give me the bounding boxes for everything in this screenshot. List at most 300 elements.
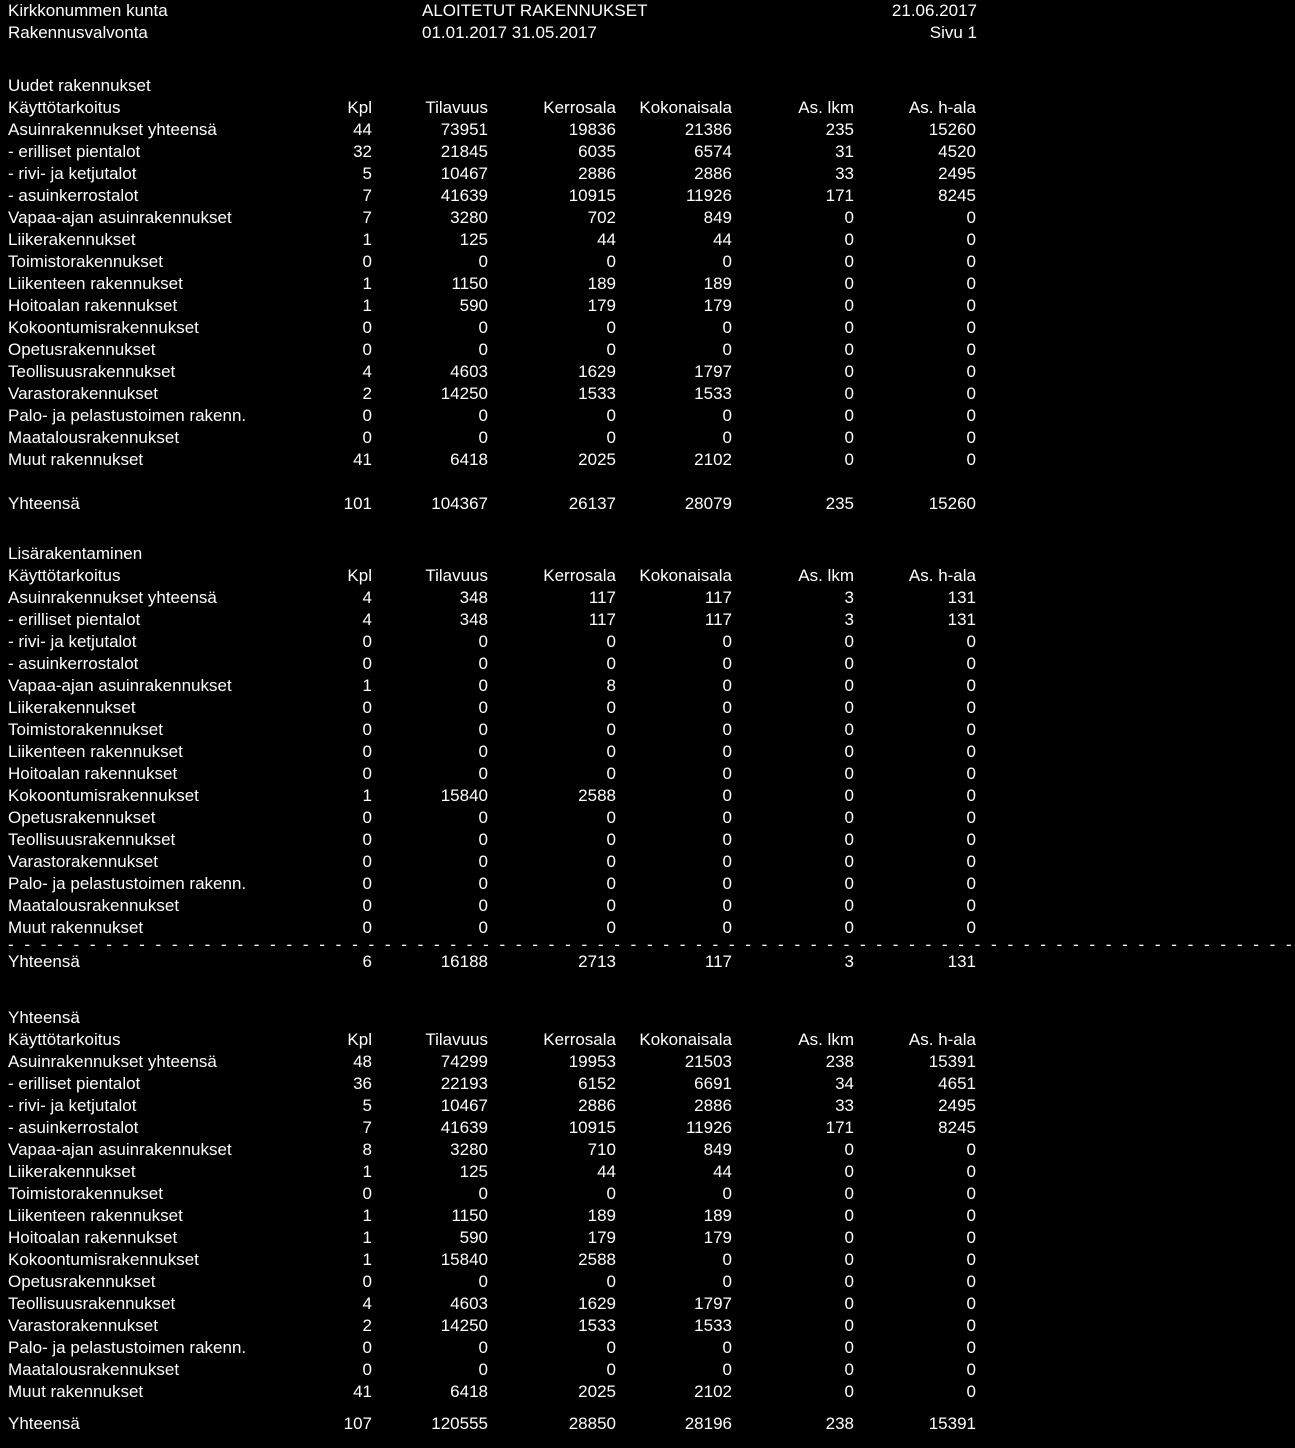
table-row	[0, 207, 1024, 229]
cell-volume: 590	[459, 296, 488, 315]
cell-count: 0	[362, 720, 372, 739]
cell-purpose: Muut rakennukset	[8, 1382, 144, 1401]
cell-purpose: Liikenteen rakennukset	[8, 274, 183, 293]
table-row	[0, 295, 1024, 317]
col-header-dwelling-area: As. h-ala	[908, 1030, 976, 1049]
cell-purpose: Asuinrakennukset yhteensä	[8, 588, 217, 607]
cell-volume: 0	[478, 1360, 488, 1379]
cell-dwellings: 0	[844, 1360, 854, 1379]
table-row	[0, 763, 1024, 785]
cell-dwelling-area: 0	[966, 1338, 976, 1357]
cell-total-area: 0	[722, 786, 732, 805]
cell-volume: 4603	[450, 1294, 488, 1313]
cell-dwellings: 0	[844, 1228, 854, 1247]
cell-dwelling-area: 0	[966, 428, 976, 447]
section-title: Lisärakentaminen	[8, 544, 143, 563]
cell-count: 2	[362, 1316, 372, 1335]
cell-dwellings: 0	[844, 362, 854, 381]
cell-volume: 0	[478, 830, 488, 849]
cell-purpose: - asuinkerrostalot	[8, 1118, 139, 1137]
cell-dwelling-area: 0	[966, 208, 976, 227]
cell-dwelling-area: 4520	[938, 142, 976, 161]
cell-purpose: Vapaa-ajan asuinrakennukset	[8, 676, 232, 695]
cell-volume: 15840	[440, 1250, 488, 1269]
cell-total-area: 0	[722, 764, 732, 783]
cell-count: 4	[362, 610, 372, 629]
cell-floor-area: 0	[606, 252, 616, 271]
table-row	[0, 609, 1024, 631]
cell-count: 41	[353, 450, 372, 469]
cell-count: 0	[362, 852, 372, 871]
cell-floor-area: 8	[606, 676, 616, 695]
cell-dwelling-area: 0	[966, 764, 976, 783]
cell-purpose: Liikerakennukset	[8, 230, 136, 249]
cell-dwellings: 0	[844, 918, 854, 937]
cell-purpose: - rivi- ja ketjutalot	[8, 1096, 137, 1115]
cell-count: 4	[362, 1294, 372, 1313]
cell-floor-area: 0	[606, 1184, 616, 1203]
cell-total-area: 117	[704, 610, 732, 629]
cell-count: 4	[362, 362, 372, 381]
table-row	[0, 185, 1024, 207]
cell-volume: 590	[459, 1228, 488, 1247]
cell-floor-area: 1629	[578, 362, 616, 381]
cell-floor-area: 0	[606, 874, 616, 893]
cell-dwellings: 0	[844, 1206, 854, 1225]
cell-count: 0	[362, 1272, 372, 1291]
section-title: Uudet rakennukset	[8, 76, 151, 95]
cell-dwellings: 3	[844, 588, 854, 607]
table-row	[0, 675, 1024, 697]
cell-dwelling-area: 0	[966, 1206, 976, 1225]
cell-floor-area: 2713	[578, 952, 616, 971]
col-header-purpose: Käyttötarkoitus	[8, 1030, 121, 1049]
table-row	[0, 1271, 1024, 1293]
cell-floor-area: 10915	[568, 1118, 616, 1137]
cell-volume: 0	[478, 852, 488, 871]
cell-volume: 15840	[440, 786, 488, 805]
cell-count: 0	[362, 318, 372, 337]
cell-volume: 0	[478, 318, 488, 337]
cell-purpose: Opetusrakennukset	[8, 808, 156, 827]
col-header-dwellings: As. lkm	[798, 1030, 854, 1049]
cell-total-area: 0	[722, 676, 732, 695]
cell-dwelling-area: 0	[966, 296, 976, 315]
col-header-floor-area: Kerrosala	[543, 566, 616, 585]
table-row	[0, 361, 1024, 383]
cell-floor-area: 0	[606, 896, 616, 915]
cell-total-area: 2102	[694, 1382, 732, 1401]
col-header-count: Kpl	[347, 1030, 372, 1049]
cell-total-area: 21386	[684, 120, 732, 139]
cell-total-area: 849	[703, 1140, 732, 1159]
cell-volume: 73951	[440, 120, 488, 139]
page-number: Sivu 1	[929, 23, 977, 42]
cell-dwelling-area: 0	[966, 698, 976, 717]
col-header-purpose: Käyttötarkoitus	[8, 566, 121, 585]
cell-dwellings: 0	[844, 632, 854, 651]
cell-total-area: 0	[722, 632, 732, 651]
cell-floor-area: 44	[597, 230, 616, 249]
cell-total-area: 28079	[684, 494, 732, 513]
cell-purpose: - rivi- ja ketjutalot	[8, 164, 137, 183]
table-row	[0, 229, 1024, 251]
cell-purpose: Maatalousrakennukset	[8, 896, 180, 915]
cell-count: 1	[362, 1228, 372, 1247]
cell-purpose: - rivi- ja ketjutalot	[8, 632, 137, 651]
cell-total-area: 0	[722, 874, 732, 893]
cell-volume: 74299	[440, 1052, 488, 1071]
cell-total-area: 0	[722, 1250, 732, 1269]
cell-total-area: 189	[703, 1206, 732, 1225]
cell-dwelling-area: 15260	[928, 494, 976, 513]
cell-total-area: 0	[722, 720, 732, 739]
cell-dwelling-area: 0	[966, 852, 976, 871]
cell-count: 0	[362, 340, 372, 359]
cell-dwellings: 171	[825, 1118, 854, 1137]
cell-purpose: Muut rakennukset	[8, 918, 144, 937]
cell-total-area: 6691	[694, 1074, 732, 1093]
cell-volume: 0	[478, 406, 488, 425]
col-header-total-area: Kokonaisala	[639, 1030, 732, 1049]
cell-count: 41	[353, 1382, 372, 1401]
cell-dwellings: 0	[844, 384, 854, 403]
cell-count: 0	[362, 1360, 372, 1379]
report-header-line-2	[0, 22, 1024, 44]
cell-floor-area: 0	[606, 918, 616, 937]
table-row	[0, 405, 1024, 427]
cell-volume: 0	[478, 742, 488, 761]
cell-dwellings: 0	[844, 340, 854, 359]
cell-purpose: Vapaa-ajan asuinrakennukset	[8, 1140, 232, 1159]
cell-count: 0	[362, 654, 372, 673]
cell-total-area: 1797	[694, 1294, 732, 1313]
cell-purpose: Toimistorakennukset	[8, 1184, 163, 1203]
cell-volume: 120555	[431, 1414, 488, 1433]
cell-dwellings: 0	[844, 252, 854, 271]
col-header-total-area: Kokonaisala	[639, 566, 732, 585]
cell-floor-area: 0	[606, 428, 616, 447]
cell-purpose: Yhteensä	[8, 494, 80, 513]
table-row	[0, 427, 1024, 449]
table-body	[0, 587, 1024, 939]
report-period: 01.01.2017 31.05.2017	[422, 23, 597, 42]
cell-volume: 0	[478, 632, 488, 651]
cell-dwelling-area: 0	[966, 720, 976, 739]
cell-dwelling-area: 0	[966, 340, 976, 359]
cell-volume: 0	[478, 340, 488, 359]
cell-volume: 10467	[440, 1096, 488, 1115]
cell-purpose: Muut rakennukset	[8, 450, 144, 469]
cell-dwellings: 3	[844, 952, 854, 971]
cell-purpose: Liikenteen rakennukset	[8, 742, 183, 761]
cell-dwelling-area: 0	[966, 384, 976, 403]
cell-floor-area: 2886	[578, 164, 616, 183]
cell-volume: 0	[478, 874, 488, 893]
cell-total-area: 117	[704, 952, 732, 971]
cell-volume: 6418	[450, 1382, 488, 1401]
cell-volume: 0	[478, 720, 488, 739]
table-row	[0, 587, 1024, 609]
cell-floor-area: 179	[587, 296, 616, 315]
cell-dwellings: 0	[844, 852, 854, 871]
table-row	[0, 273, 1024, 295]
cell-dwellings: 0	[844, 406, 854, 425]
cell-dwelling-area: 0	[966, 830, 976, 849]
cell-count: 48	[353, 1052, 372, 1071]
cell-dwellings: 31	[835, 142, 854, 161]
cell-dwellings: 0	[844, 698, 854, 717]
cell-volume: 0	[478, 698, 488, 717]
cell-floor-area: 10915	[568, 186, 616, 205]
cell-floor-area: 0	[606, 698, 616, 717]
section-new-buildings	[0, 75, 1024, 515]
cell-dwellings: 0	[844, 1162, 854, 1181]
cell-purpose: Hoitoalan rakennukset	[8, 296, 178, 315]
table-row	[0, 1095, 1024, 1117]
cell-purpose: Kokoontumisrakennukset	[8, 1250, 199, 1269]
cell-floor-area: 2886	[578, 1096, 616, 1115]
col-header-purpose: Käyttötarkoitus	[8, 98, 121, 117]
cell-volume: 10467	[440, 164, 488, 183]
cell-count: 0	[362, 918, 372, 937]
col-header-volume: Tilavuus	[425, 98, 488, 117]
cell-purpose: Toimistorakennukset	[8, 252, 163, 271]
table-row	[0, 1161, 1024, 1183]
cell-dwelling-area: 0	[966, 1250, 976, 1269]
cell-total-area: 0	[722, 742, 732, 761]
cell-count: 0	[362, 406, 372, 425]
cell-floor-area: 0	[606, 406, 616, 425]
col-header-total-area: Kokonaisala	[639, 98, 732, 117]
cell-total-area: 2886	[694, 1096, 732, 1115]
cell-count: 7	[362, 186, 372, 205]
cell-total-area: 11926	[685, 1118, 732, 1137]
cell-floor-area: 0	[606, 830, 616, 849]
col-header-floor-area: Kerrosala	[543, 1030, 616, 1049]
cell-count: 1	[362, 676, 372, 695]
cell-purpose: Palo- ja pelastustoimen rakenn.	[8, 1338, 247, 1357]
cell-volume: 348	[459, 588, 488, 607]
table-row	[0, 1139, 1024, 1161]
cell-dwelling-area: 131	[947, 952, 976, 971]
cell-floor-area: 0	[606, 852, 616, 871]
cell-floor-area: 2025	[578, 450, 616, 469]
table-row	[0, 141, 1024, 163]
cell-count: 0	[362, 830, 372, 849]
table-row	[0, 1073, 1024, 1095]
cell-dwellings: 0	[844, 1140, 854, 1159]
cell-floor-area: 0	[606, 632, 616, 651]
cell-count: 0	[362, 632, 372, 651]
cell-dwellings: 33	[835, 164, 854, 183]
report-date: 21.06.2017	[891, 1, 977, 20]
cell-count: 5	[362, 164, 372, 183]
total-row	[0, 493, 1024, 515]
cell-dwelling-area: 0	[966, 318, 976, 337]
cell-volume: 41639	[440, 1118, 488, 1137]
cell-dwellings: 3	[844, 610, 854, 629]
cell-floor-area: 189	[587, 1206, 616, 1225]
cell-purpose: Maatalousrakennukset	[8, 1360, 180, 1379]
cell-dwellings: 0	[844, 274, 854, 293]
cell-count: 5	[362, 1096, 372, 1115]
table-row	[0, 697, 1024, 719]
cell-dwellings: 171	[825, 186, 854, 205]
table-row	[0, 895, 1024, 917]
table-row	[0, 873, 1024, 895]
cell-dwelling-area: 0	[966, 1294, 976, 1313]
cell-dwellings: 0	[844, 896, 854, 915]
cell-dwelling-area: 0	[966, 1316, 976, 1335]
report-title: ALOITETUT RAKENNUKSET	[422, 1, 648, 20]
cell-floor-area: 0	[606, 1272, 616, 1291]
cell-count: 1	[362, 1206, 372, 1225]
cell-volume: 0	[478, 654, 488, 673]
cell-total-area: 11926	[685, 186, 732, 205]
section-grand-total	[0, 1007, 1024, 1435]
cell-count: 101	[343, 494, 372, 513]
cell-purpose: Teollisuusrakennukset	[8, 362, 176, 381]
cell-count: 1	[362, 1250, 372, 1269]
cell-floor-area: 2588	[578, 1250, 616, 1269]
cell-purpose: - asuinkerrostalot	[8, 186, 139, 205]
cell-purpose: Varastorakennukset	[8, 1316, 158, 1335]
report-header-line-1	[0, 0, 1024, 22]
cell-floor-area: 0	[606, 742, 616, 761]
cell-dwellings: 0	[844, 764, 854, 783]
cell-floor-area: 117	[588, 588, 616, 607]
cell-dwellings: 0	[844, 1250, 854, 1269]
cell-floor-area: 189	[587, 274, 616, 293]
cell-floor-area: 6035	[578, 142, 616, 161]
table-row	[0, 1381, 1024, 1403]
cell-dwellings: 0	[844, 808, 854, 827]
cell-total-area: 2886	[694, 164, 732, 183]
table-row	[0, 785, 1024, 807]
col-header-count: Kpl	[347, 566, 372, 585]
department-name: Rakennusvalvonta	[8, 23, 148, 42]
cell-volume: 6418	[450, 450, 488, 469]
cell-volume: 0	[478, 1338, 488, 1357]
cell-floor-area: 1533	[578, 384, 616, 403]
cell-dwelling-area: 4651	[938, 1074, 976, 1093]
cell-dwellings: 0	[844, 1382, 854, 1401]
cell-purpose: Yhteensä	[8, 952, 80, 971]
cell-dwelling-area: 0	[966, 1184, 976, 1203]
cell-floor-area: 0	[606, 764, 616, 783]
cell-floor-area: 0	[606, 720, 616, 739]
cell-volume: 14250	[440, 1316, 488, 1335]
table-row	[0, 1315, 1024, 1337]
cell-dwellings: 0	[844, 830, 854, 849]
cell-dwelling-area: 0	[966, 874, 976, 893]
cell-purpose: Varastorakennukset	[8, 852, 158, 871]
cell-total-area: 189	[703, 274, 732, 293]
cell-volume: 0	[478, 808, 488, 827]
cell-volume: 0	[478, 1272, 488, 1291]
cell-floor-area: 6152	[578, 1074, 616, 1093]
table-row	[0, 631, 1024, 653]
table-row	[0, 163, 1024, 185]
cell-dwelling-area: 0	[966, 632, 976, 651]
cell-floor-area: 0	[606, 1338, 616, 1357]
cell-count: 7	[362, 1118, 372, 1137]
cell-total-area: 1533	[694, 1316, 732, 1335]
table-row	[0, 1293, 1024, 1315]
cell-dwellings: 0	[844, 786, 854, 805]
table-row	[0, 1337, 1024, 1359]
cell-count: 1	[362, 786, 372, 805]
table-row	[0, 1249, 1024, 1271]
total-row	[0, 1413, 1024, 1435]
cell-count: 0	[362, 808, 372, 827]
cell-count: 44	[353, 120, 372, 139]
cell-dwelling-area: 0	[966, 450, 976, 469]
cell-total-area: 0	[722, 896, 732, 915]
col-header-floor-area: Kerrosala	[543, 98, 616, 117]
cell-floor-area: 117	[588, 610, 616, 629]
table-row	[0, 741, 1024, 763]
cell-purpose: Liikerakennukset	[8, 1162, 136, 1181]
cell-dwellings: 235	[825, 120, 854, 139]
cell-total-area: 117	[704, 588, 732, 607]
cell-count: 1	[362, 274, 372, 293]
column-header-row	[0, 1029, 1024, 1051]
cell-purpose: Varastorakennukset	[8, 384, 158, 403]
cell-floor-area: 0	[606, 808, 616, 827]
cell-purpose: Asuinrakennukset yhteensä	[8, 120, 217, 139]
cell-dwellings: 0	[844, 1338, 854, 1357]
table-row	[0, 383, 1024, 405]
cell-purpose: Palo- ja pelastustoimen rakenn.	[8, 406, 247, 425]
cell-total-area: 0	[722, 808, 732, 827]
col-header-count: Kpl	[347, 98, 372, 117]
cell-purpose: Liikenteen rakennukset	[8, 1206, 183, 1225]
table-row	[0, 449, 1024, 471]
cell-count: 7	[362, 208, 372, 227]
cell-floor-area: 0	[606, 1360, 616, 1379]
cell-dwelling-area: 0	[966, 1228, 976, 1247]
cell-dwelling-area: 0	[966, 406, 976, 425]
cell-dwellings: 0	[844, 676, 854, 695]
cell-total-area: 0	[722, 1184, 732, 1203]
cell-total-area: 0	[722, 1272, 732, 1291]
cell-dwelling-area: 0	[966, 918, 976, 937]
col-header-dwellings: As. lkm	[798, 566, 854, 585]
cell-volume: 0	[478, 918, 488, 937]
table-row	[0, 251, 1024, 273]
cell-dwellings: 0	[844, 654, 854, 673]
cell-floor-area: 1629	[578, 1294, 616, 1313]
col-header-dwelling-area: As. h-ala	[908, 566, 976, 585]
cell-count: 0	[362, 896, 372, 915]
cell-purpose: Asuinrakennukset yhteensä	[8, 1052, 217, 1071]
cell-purpose: Teollisuusrakennukset	[8, 830, 176, 849]
cell-volume: 1150	[451, 1206, 488, 1225]
cell-volume: 22193	[440, 1074, 488, 1093]
cell-dwelling-area: 0	[966, 230, 976, 249]
cell-dwelling-area: 0	[966, 742, 976, 761]
cell-count: 0	[362, 428, 372, 447]
cell-dwelling-area: 0	[966, 676, 976, 695]
cell-total-area: 0	[722, 1338, 732, 1357]
cell-purpose: Liikerakennukset	[8, 698, 136, 717]
cell-dwellings: 34	[835, 1074, 854, 1093]
cell-dwellings: 0	[844, 720, 854, 739]
cell-count: 1	[362, 1162, 372, 1181]
municipality-name: Kirkkonummen kunta	[8, 1, 168, 20]
